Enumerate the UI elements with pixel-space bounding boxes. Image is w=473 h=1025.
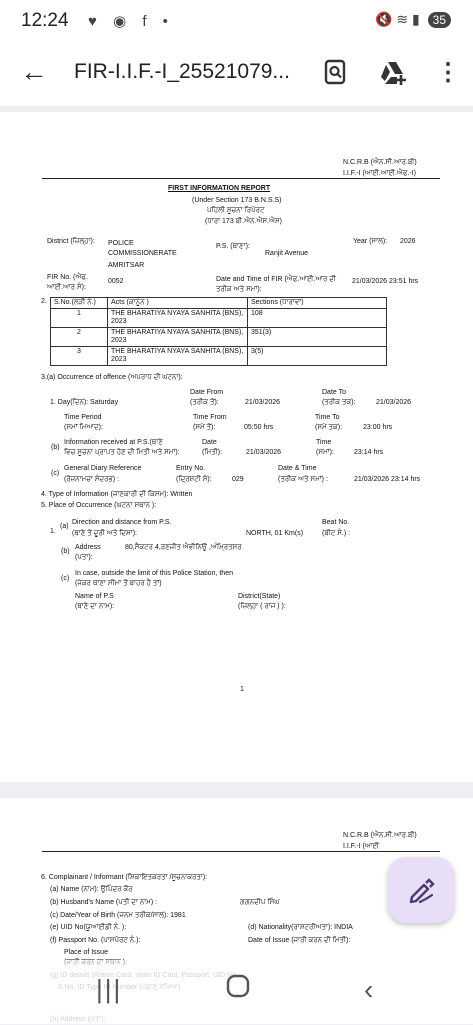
time-period-label: Time Period (64, 414, 102, 421)
acts-section: 3(5) (248, 347, 387, 366)
district-value-2: COMMISSIONERATE (108, 250, 177, 257)
fir-label: FIR No. (ਐਫ. (47, 274, 88, 281)
ncrb-label: N.C.R.B (ਐਨ.ਸੀ.ਆਰ.ਬੀ) (343, 159, 417, 166)
address-label: Address (75, 544, 101, 551)
place-of-issue-label: Place of Issue (64, 949, 108, 956)
page-number: 1 (240, 686, 244, 693)
direction-label: Direction and distance from P.S. (72, 519, 172, 526)
iif-label: I.I.F.-I (ਆਈ (343, 843, 379, 850)
section-2-number: 2. (41, 298, 47, 305)
place-of-occurrence-heading: 5. Place of Occurrence (ਘਟਨਾ ਸਥਾਨ ): (41, 502, 157, 509)
entry-no-label-pa: (ਦ੍ਰਿਸ਼ਟੀ ਸੰ): (176, 476, 212, 483)
district-value-1: POLICE (108, 240, 134, 247)
passport-number: (f) Passport No. (ਪਾਸਪੋਰਟ ਨੰ.): (50, 937, 141, 944)
entry-no-label: Entry No. (176, 465, 206, 472)
time-to-label-pa: (ਸਮੇਂ ਤਕ): (315, 424, 343, 431)
ps-label: P.S. (ਥਾਣਾ): (216, 243, 250, 250)
acts-header-sno: S.No.(ਲੜੀ ਨੰ.) (51, 298, 108, 309)
fir-value: 0052 (108, 278, 124, 285)
district-label: District (ਜ਼ਿਲ੍ਹਾ): (47, 238, 95, 245)
time-period-label-pa: (ਸਮਾਂ ਮਿਆਦ): (64, 424, 103, 431)
date-from-value: 21/03/2026 (245, 399, 281, 406)
gd-datetime-label: Date & Time (278, 465, 317, 472)
fir-datetime-value: 21/03/2026 23:51 hrs (352, 278, 419, 285)
report-subtitle-section: (ਧਾਰਾ 173 ਬੀ.ਐਨ.ਐਸ.ਐਸ) (205, 218, 282, 225)
occurrence-heading: 3.(a) Occurrence of offence (ਅਪਰਾਧ ਦੀ ਘਟਨਾ): (41, 374, 183, 381)
info-time-label: Time (316, 439, 332, 446)
date-of-issue: Date of Issue (ਜਾਰੀ ਕਰਨ ਦੀ ਮਿਤੀ): (248, 937, 351, 944)
info-time-label-pa: (ਸਮਾਂ): (316, 449, 334, 456)
report-subtitle: (Under Section 173 B.N.S.S) (192, 197, 282, 204)
more-options-icon[interactable]: ⋮ (436, 59, 460, 86)
fir-datetime-label-pa: ਤਰੀਕ ਅਤੇ ਸਮਾਂ): (216, 286, 262, 293)
status-time: 12:24 (21, 10, 69, 31)
back-arrow-icon[interactable]: ← (20, 56, 48, 87)
nationality: (d) Nationality(ਰਾਸ਼ਟਰੀਅਤਾ): INDIA (248, 924, 353, 931)
acts-header-sections: Sections (ਧਾਰਾਵਾਂ) (248, 298, 387, 309)
info-item-marker: (b) (51, 444, 60, 451)
annotate-button[interactable] (388, 857, 454, 923)
address-label-pa: (ਪਤਾ): (75, 554, 93, 561)
husband-name-value: ਗਗਨਦੀਪ ਸਿੰਘ (240, 899, 280, 906)
gd-label: General Diary Reference (64, 465, 142, 472)
day-field: 1. Day(ਦਿਨ): Saturday (50, 399, 119, 406)
table-row (51, 309, 387, 328)
home-icon[interactable] (226, 974, 250, 1005)
recent-apps-icon[interactable]: ||| (96, 974, 123, 1004)
time-to-label: Time To (315, 414, 340, 421)
complainant-name: (a) Name (ਨਾਮ): ਉਪਿੰਦਰ ਕੌਰ (50, 886, 133, 893)
info-date-label: Date (202, 439, 217, 446)
table-row (51, 347, 387, 366)
gd-label-pa: (ਰੋਜ਼ਨਾਮਚਾ ਸੰਦਰਭ) : (64, 476, 120, 483)
add-to-drive-icon[interactable] (378, 58, 408, 88)
info-received-label-pa: ਵਿਚ ਸੂਚਨਾ ਪ੍ਰਾਪਤ ਹੋਣ ਦੀ ਮਿਤੀ ਅਤੇ ਸਮਾਂ): (64, 449, 180, 456)
outside-limit-label: In case, outside the limit of this Police Station, then (75, 570, 233, 577)
time-from-label: Time From (193, 414, 227, 421)
ncrb-label: N.C.R.B (ਐਨ.ਸੀ.ਆਰ.ਬੀ) (343, 832, 417, 839)
app-bar (0, 44, 473, 106)
date-to-label-pa: (ਤਰੀਕ ਤਕ): (322, 399, 356, 406)
date-to-label: Date To (322, 389, 346, 396)
date-from-label-pa: (ਤਰੀਕ ਤੋਂ): (190, 399, 219, 406)
system-icons (375, 11, 451, 28)
pen-edit-icon (388, 857, 454, 923)
acts-table (50, 297, 387, 366)
district-state-label-pa: (ਜ਼ਿਲ੍ਹਾ ( ਰਾਜ ) ): (238, 603, 286, 610)
status-bar (0, 0, 473, 44)
signal-icons: 🔇 ≋ ▮ (375, 11, 420, 27)
name-of-ps-label-pa: (ਥਾਣੇ ਦਾ ਨਾਮ): (75, 603, 115, 610)
acts-sno: 2 (51, 328, 108, 347)
report-title: FIRST INFORMATION REPORT (168, 185, 271, 192)
direction-item-sub: (a) (60, 523, 69, 530)
gd-datetime-value: 21/03/2026 23:14 hrs (354, 476, 421, 483)
year-value: 2026 (400, 238, 416, 245)
time-from-label-pa: (ਸਮੇਂ ਤੋਂ): (193, 424, 216, 431)
info-time-value: 23:14 hrs (354, 449, 384, 456)
acts-header-acts: Acts (ਕਾਨੂੰਨ ) (108, 298, 248, 309)
gd-datetime-label-pa: (ਤਰੀਕ ਅਤੇ ਸਮਾਂ) : (278, 476, 328, 483)
uid-number: (e) UID No(ਯੂਆਈਡੀ ਨੰ. ): (50, 924, 127, 931)
address-item-marker: (b) (61, 548, 70, 555)
gd-item-marker: (c) (51, 470, 60, 477)
battery-icon: 35 (428, 12, 451, 28)
district-value-3: AMRITSAR (108, 262, 145, 269)
document-title: FIR-I.I.F.-I_25521079... (74, 60, 290, 83)
direction-label-pa: (ਥਾਣੇ ਤੋਂ ਦੂਰੀ ਅਤੇ ਦਿਸ਼ਾ): (72, 530, 137, 537)
acts-act: THE BHARATIYA NYAYA SANHITA (BNS), 2023 (108, 328, 248, 347)
year-label: Year (ਸਾਲ): (353, 238, 388, 245)
acts-sno: 1 (51, 309, 108, 328)
name-of-ps-label: Name of P.S (75, 593, 114, 600)
beat-no-label: Beat No. (322, 519, 350, 526)
fir-label-pa: ਆਈ.ਆਰ ਸੰ): (47, 284, 86, 291)
info-date-label-pa: (ਮਿਤੀ): (202, 449, 223, 456)
date-of-birth: (c) Date/Year of Birth (ਜਨਮ ਤਰੀਕ/ਸਾਲ): 1981 (50, 912, 186, 919)
info-received-label: Information received at P.S.(ਥਾਣੇ (64, 439, 163, 446)
acts-act: THE BHARATIYA NYAYA SANHITA (BNS), 2023 (108, 347, 248, 366)
type-of-information: 4. Type of Information (ਜਾਣਕਾਰੀ ਦੀ ਕਿਸਮ): Written (41, 491, 193, 498)
beat-no-label-pa: (ਬੀਟ ਸੰ.) : (322, 530, 351, 537)
outside-limit-label-pa: (ਜੇਕਰ ਥਾਣਾ ਸੀਮਾ ਤੋਂ ਬਾਹਰ ਹੈ ਤਾਂ) (75, 580, 162, 587)
fir-datetime-label: Date and Time of FIR (ਐਫ.ਆਈ.ਆਰ ਦੀ (216, 276, 337, 283)
time-to-value: 23:00 hrs (363, 424, 393, 431)
complainant-heading: 6. Complainant / Informant (ਸ਼ਿਕਾਇਤਕਰਤਾ /ਸੂਚਨਾਕਰਤਾ): (41, 874, 208, 881)
direction-item-marker: 1. (50, 528, 56, 535)
acts-sno: 3 (51, 347, 108, 366)
district-state-label: District(State) (238, 593, 281, 600)
address-value: 80,ਸੈਕਟਰ 4,ਰਣਜੀਤ ਐਵੀਨਿਊ ,ਅੰਮ੍ਰਿਤਸਰ (125, 544, 242, 551)
notification-icons: ♥ ◉ f • (88, 13, 174, 30)
acts-act: THE BHARATIYA NYAYA SANHITA (BNS), 2023 (108, 309, 248, 328)
acts-section: 351(3) (248, 328, 387, 347)
iif-label: I.I.F.-I (ਆਈ.ਆਈ.ਐਫ.-I) (343, 170, 417, 177)
husband-name-label: (b) Husband's Name (ਪਤੀ ਦਾ ਨਾਮ) : (50, 899, 158, 906)
header-rule (42, 178, 440, 179)
header-rule (42, 851, 440, 852)
date-from-label: Date From (190, 389, 224, 396)
back-nav-icon[interactable]: ‹ (364, 974, 374, 1005)
system-navigation-bar (0, 960, 473, 1024)
info-date-value: 21/03/2026 (246, 449, 282, 456)
report-subtitle-pa: ਪਹਿਲੀ ਸੂਚਨਾ ਰਿਪੋਰਟ (207, 207, 265, 214)
table-row (51, 328, 387, 347)
ps-value: Ranjit Avenue (265, 250, 309, 257)
date-to-value: 21/03/2026 (376, 399, 412, 406)
entry-no-value: 029 (232, 476, 244, 483)
outside-item-marker: (c) (61, 575, 70, 582)
acts-section: 108 (248, 309, 387, 328)
time-from-value: 05:50 hrs (244, 424, 274, 431)
direction-value: NORTH, 01 Km(s) (246, 530, 304, 537)
search-document-icon[interactable] (322, 58, 352, 88)
